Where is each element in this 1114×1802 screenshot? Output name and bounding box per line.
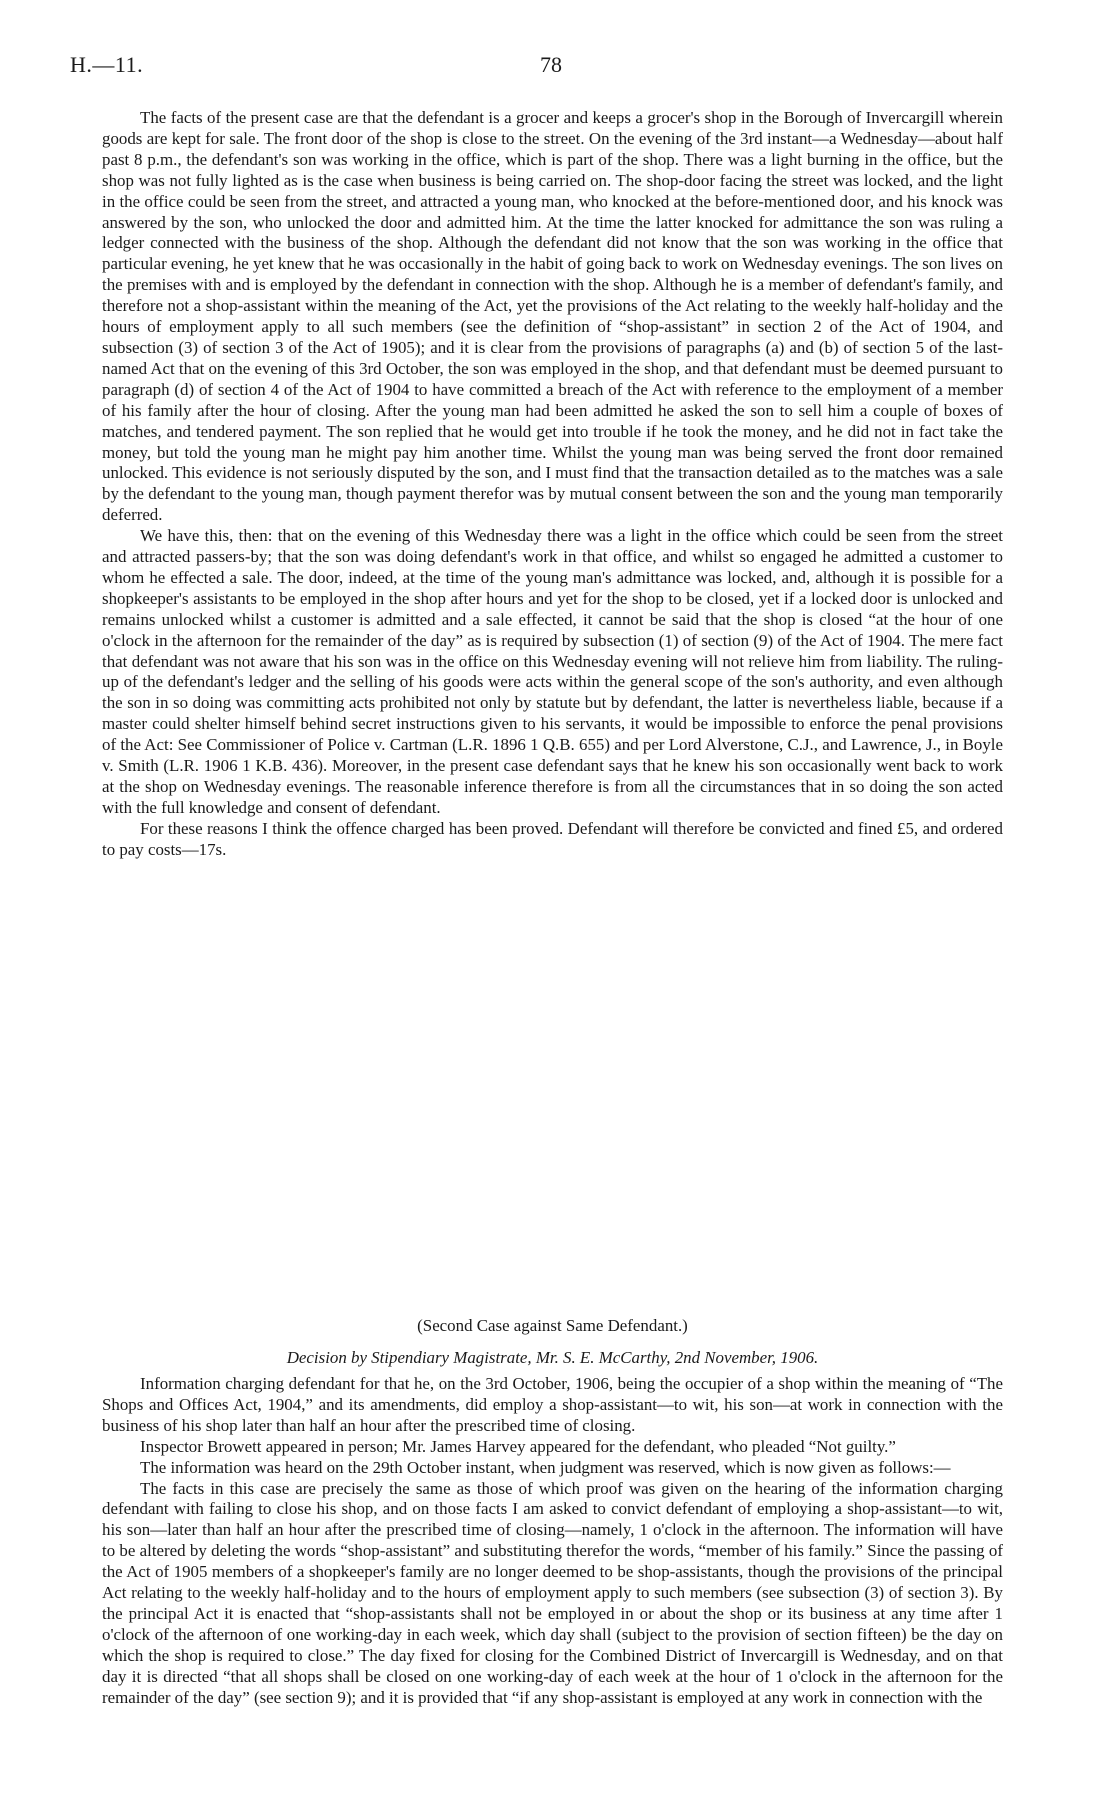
page-number: 78 — [540, 52, 562, 77]
paragraph: Inspector Browett appeared in person; Mr. James Harvey appeared for the defendant, who pleaded “Not guilty.” — [140, 1436, 896, 1456]
paragraph: The information was heard on the 29th October instant, when judgment was reserved, which is now given as follows:— — [140, 1457, 951, 1477]
paragraph: For these reasons I think the offence charged has been proved. Defendant will therefore be convicted and fined £5, and ordered to pay costs—17s. — [102, 818, 1003, 859]
paragraph: The facts of the present case are that the defendant is a grocer and keeps a grocer's shop in the Borough of Invercargill wherein goods are kept for sale. The front door of the shop is close to the street. On the evening of the 3rd instant—a Wednesday—about half past 8 p.m., the defendant's son was working in the office, which is part of the shop. There was a light burning in the office, but the shop was not fully lighted as is the case when business is being carried on. The shop-door facing the street was locked, and the light in the office could be seen from the street, and attracted a young man, who knocked at the before-mentioned door, and his knock was answered by the son, who unlocked the door and admitted him. At the time the latter knocked for admittance the son was ruling a ledger connected with the business of the shop. Although the defendant did not know that the son was working in the office that particular evening, he yet knew that he was occasionally in the habit of going back to work on Wednesday evenings. The son lives on the premises with and is employed by the defendant in connection with the shop. Although he is a member of defendant's family, and therefore not a shop-assistant within the meaning of the Act, yet the provisions of the Act relating to the weekly half-holiday and the hours of employment apply to all such members (see the definition of “shop-assistant” in section 2 of the Act of 1904, and subsection (3) of section 3 of the Act of 1905); and it is clear from the provisions of paragraphs (a) and (b) of section 5 of the last-named Act that on the evening of this 3rd October, the son was employed in the shop, and that defendant must be deemed pursuant to paragraph (d) of section 4 of the Act of 1904 to have committed a breach of the Act with reference to the employment of a member of his family after the hour of closing. After the young man had been admitted he asked the son to sell him a couple of boxes of matches, and tendered payment. The son replied that he would get into trouble if he took the money, and he did not in fact take the money, but told the young man he might pay him another time. Whilst the young man was being served the front door remained unlocked. This evidence is not seriously disputed by the son, and I must find that the transaction detailed as to the matches was a sale by the defendant to the young man, though payment therefor was by mutual consent between the son and the young man temporarily deferred. — [102, 108, 1003, 525]
document-id: H.—11. — [70, 52, 144, 77]
paragraph: Information charging defendant for that he, on the 3rd October, 1906, being the occupier of a shop within the meaning of “The Shops and Offices Act, 1904,” and its amendments, did employ a shop-assistant—to wit, his son—at work in connection with the business of his shop later than half an hour after the prescribed time of closing. — [102, 1374, 1003, 1435]
paragraph: The facts in this case are precisely the same as those of which proof was given on the hearing of the information charging defendant with failing to close his shop, and on those facts I am asked to convict defendant of employing a shop-assistant—to wit, his son—later than half an hour after the prescribed time of closing—namely, 1 o'clock in the afternoon. The information will have to be altered by deleting the words “shop-assistant” and substituting therefor the words, “member of his family.” Since the passing of the Act of 1905 members of a shopkeeper's family are no longer deemed to be shop-assistants, though the provisions of the principal Act relating to the weekly half-holiday and to the hours of employment apply to such members (see subsection (3) of section 3). By the principal Act it is enacted that “shop-assistants shall not be employed in or about the shop or its business at any time after 1 o'clock of the afternoon of one working-day in each week, which day shall (subject to the provision of section fifteen) be the day on which the shop is required to close.” The day fixed for closing for the Combined District of Invercargill is Wednesday, and on that day it is directed “that all shops shall be closed on one working-day of each week at the hour of 1 o'clock in the afternoon for the remainder of the day” (see section 9); and it is provided that “if any shop-assistant is employed at any work in connection with the — [102, 1478, 1003, 1707]
page-header — [70, 52, 1000, 82]
second-case-title: (Second Case against Same Defendant.) — [417, 1316, 688, 1335]
paragraph: We have this, then: that on the evening of this Wednesday there was a light in the office which could be seen from the street and attracted passers-by; that the son was doing defendant's work in that office, and whilst so engaged he admitted a customer to whom he effected a sale. The door, indeed, at the time of the young man's admittance was locked, and, although it is possible for a shopkeeper's assistants to be employed in the shop after hours and yet for the shop to be closed, yet if a locked door is unlocked and remains unlocked whilst a customer is admitted and a sale effected, it cannot be said that the shop is closed “at the hour of one o'clock in the afternoon for the remainder of the day” as is required by subsection (1) of section (9) of the Act of 1904. The mere fact that defendant was not aware that his son was in the office on this Wednesday evening will not relieve him from liability. The ruling-up of the defendant's ledger and the selling of his goods were acts within the general scope of the son's authority, and even although the son in so doing was committing acts prohibited not only by statute but by defendant, the latter is nevertheless liable, because if a master could shelter himself behind secret instructions given to his servants, it would be impossible to enforce the penal provisions of the Act: See Commissioner of Police v. Cartman (L.R. 1896 1 Q.B. 655) and per Lord Alverstone, C.J., and Lawrence, J., in Boyle v. Smith (L.R. 1906 1 K.B. 436). Moreover, in the present case defendant says that he knew his son occasionally went back to work at the shop on Wednesday evenings. The reasonable inference therefore is from all the circumstances that in so doing the son acted with the full knowledge and consent of defendant. — [102, 526, 1003, 817]
decision-line: Decision by Stipendiary Magistrate, Mr. S. E. McCarthy, 2nd November, 1906. — [286, 1348, 819, 1367]
second-case-text — [102, 1374, 1003, 1709]
first-case-text — [102, 108, 1003, 861]
